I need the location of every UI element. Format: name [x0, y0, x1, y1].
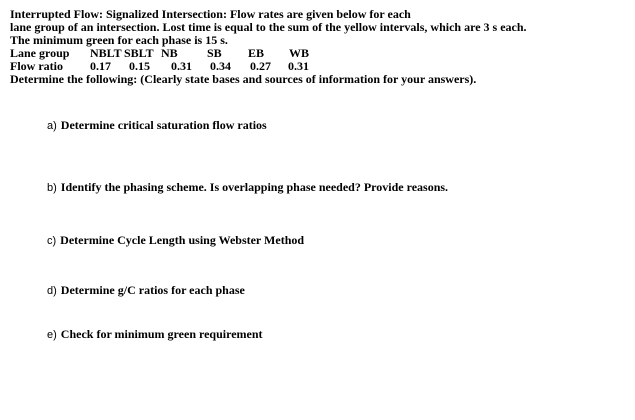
problem-line-3: The minimum green for each phase is 15 s.	[10, 33, 228, 47]
flow-ratio-sb: 0.34	[210, 59, 231, 73]
flow-ratio-eb: 0.27	[250, 59, 271, 73]
lane-group-label: Lane group	[10, 46, 70, 60]
question-a-letter: a)	[47, 120, 57, 132]
question-b-letter: b)	[47, 182, 57, 194]
question-d-letter: d)	[47, 285, 57, 297]
flow-ratio-wb: 0.31	[288, 59, 309, 73]
question-e-letter: e)	[47, 329, 57, 341]
question-e-text: Check for minimum green requirement	[60, 327, 263, 341]
instruction-line: Determine the following: (Clearly state bases and sources of information for your answers).	[10, 72, 477, 86]
question-c-letter: c)	[47, 235, 57, 247]
flow-ratio-nblt: 0.17	[90, 59, 111, 73]
lane-group-nb: NB	[161, 46, 178, 60]
flow-ratio-nb: 0.31	[171, 59, 192, 73]
lane-group-sblt: SBLT	[124, 46, 154, 60]
question-d-text: Determine g/C ratios for each phase	[60, 283, 245, 297]
problem-line-2: lane group of an intersection. Lost time is equal to the sum of the yellow intervals, which are 3 s each.	[10, 20, 527, 34]
lane-group-nblt: NBLT	[90, 46, 122, 60]
question-b-text: Identify the phasing scheme. Is overlapping phase needed? Provide reasons.	[60, 180, 449, 194]
question-c-text: Determine Cycle Length using Webster Method	[60, 233, 305, 247]
flow-ratio-label: Flow ratio	[10, 59, 63, 73]
question-b	[47, 180, 448, 195]
question-a-text: Determine critical saturation flow ratios	[60, 118, 267, 132]
flow-ratio-row	[10, 59, 410, 73]
question-e	[47, 327, 263, 342]
lane-group-eb: EB	[248, 46, 265, 60]
problem-line-1: Interrupted Flow: Signalized Intersection: Flow rates are given below for each	[10, 7, 411, 21]
question-a	[47, 118, 267, 133]
lane-group-header-row	[10, 46, 410, 60]
question-d	[47, 283, 245, 298]
question-c	[47, 233, 304, 248]
flow-ratio-sblt: 0.15	[129, 59, 150, 73]
lane-group-sb: SB	[207, 46, 222, 60]
lane-group-wb: WB	[289, 46, 310, 60]
